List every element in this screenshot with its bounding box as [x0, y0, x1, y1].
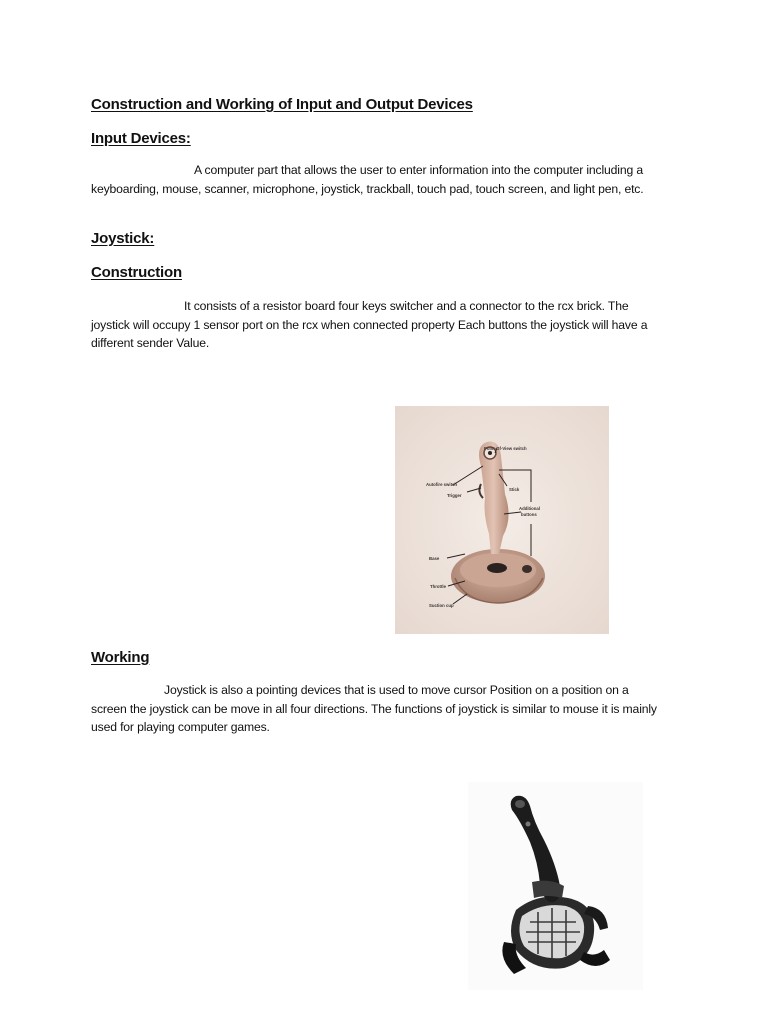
working-paragraph: Joystick is also a pointing devices that is used to move cursor Position on a position on a screen the joystick can be move in all four directions. The functions of joystick is similar to mouse it is mainly used for playing computer games. — [91, 683, 657, 735]
joystick-photo-image — [468, 782, 643, 990]
joystick-diagram-drawing — [395, 406, 609, 634]
working-heading: Working — [91, 649, 150, 666]
input-devices-paragraph: A computer part that allows the user to enter information into the computer including a keyboarding, mouse, scanner, microphone, joystick, trackball, touch pad, touch screen, and light pen, etc. — [91, 163, 644, 196]
label-buttons: buttons — [521, 512, 537, 517]
label-trigger: Trigger — [447, 493, 462, 498]
label-autofire: Autofire switch — [426, 482, 458, 487]
page-title: Construction and Working of Input and Output Devices — [91, 96, 473, 113]
joystick-photo-drawing — [468, 782, 643, 990]
label-suction: Suction cup — [429, 603, 454, 608]
label-stick: Stick — [509, 487, 520, 492]
joystick-heading: Joystick: — [91, 230, 155, 247]
input-devices-heading: Input Devices: — [91, 130, 191, 147]
label-base: Base — [429, 556, 440, 561]
construction-paragraph: It consists of a resistor board four keys switcher and a connector to the rcx brick. The joystick will occupy 1 sensor port on the rcx when connected property Each buttons the joystick will have a different sender Value. — [91, 299, 648, 351]
joystick-diagram-image — [395, 406, 609, 634]
label-additional: Additional — [519, 506, 541, 511]
label-pov: Point-Of-View switch — [484, 446, 527, 451]
label-throttle: Throttle — [430, 584, 446, 589]
construction-heading: Construction — [91, 264, 182, 281]
